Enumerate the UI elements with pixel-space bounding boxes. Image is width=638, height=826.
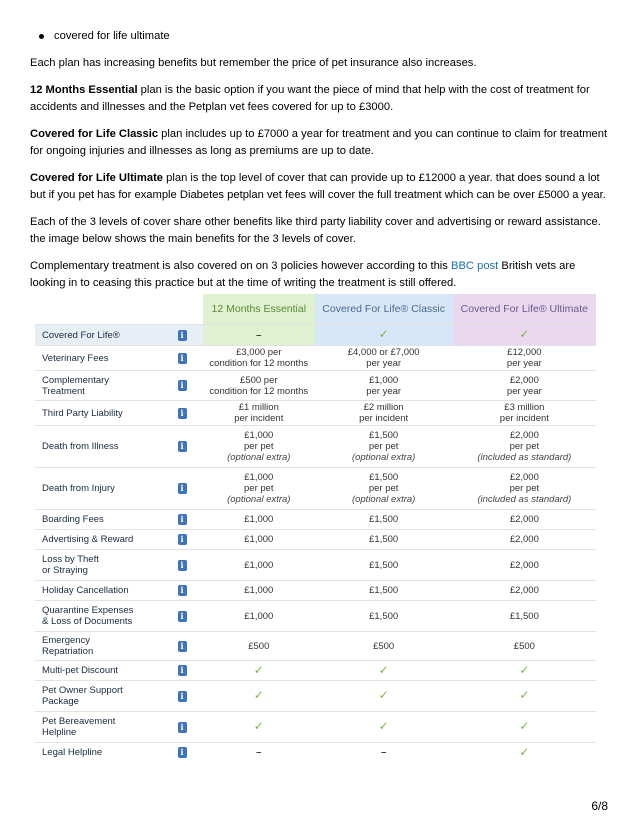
cell-ultimate: £1,500 [453,601,596,632]
plan-name-essential: 12 Months Essential [30,84,138,96]
complementary-text-after: British vets are looking in to ceasing this practice but at the time of writing the treatment is still offered. [30,260,576,289]
table-row [35,530,596,550]
info-icon[interactable]: i [178,611,187,622]
check-icon: ✓ [253,688,264,702]
check-icon: ✓ [378,662,389,677]
check-icon: ✓ [378,688,389,702]
info-icon[interactable]: i [178,330,187,341]
cell-essential: £500 per condition for 12 months [203,371,315,401]
info-cell [161,712,203,743]
table-row [35,661,596,681]
cell-classic: £500 [315,632,453,661]
info-icon[interactable]: i [178,585,187,596]
cell-classic: £2 million per incident [315,401,453,426]
row-label: Emergency Repatriation [35,632,161,661]
plan-desc-classic: plan includes up to £7000 a year for treatment and you can continue to claim for treatment for ongoing injuries and illnesses as long as premiums are up to date. [30,128,608,157]
check-icon: ✓ [519,688,530,702]
info-cell [161,743,203,763]
row-label: Veterinary Fees [35,346,161,371]
info-cell [161,661,203,681]
info-cell [161,371,203,401]
info-icon[interactable]: i [178,747,187,758]
table-row [35,325,596,346]
info-cell [161,510,203,530]
info-cell [161,426,203,468]
info-icon[interactable]: i [178,408,187,419]
cell-ultimate [453,712,596,743]
cell-essential: £1 million per incident [203,401,315,426]
dash-icon: – [381,747,387,759]
cell-classic: £1,500 [315,581,453,601]
cell-essential: £3,000 per condition for 12 months [203,346,315,371]
cell-essential: £1,000 [203,550,315,581]
cell-classic [315,712,453,743]
cell-classic: £1,500 per pet (optional extra) [315,426,453,468]
cell-essential: £1,000 [203,530,315,550]
info-icon[interactable]: i [178,665,187,676]
table-row [35,346,596,371]
bullet-item: covered for life ultimate [30,28,608,45]
row-label: Covered For Life® [35,325,161,346]
benefits-comparison-table-image [35,294,596,778]
dash-icon: – [256,329,262,341]
table-row [35,468,596,510]
row-label: Complementary Treatment [35,371,161,401]
row-label: Quarantine Expenses & Loss of Documents [35,601,161,632]
info-cell [161,468,203,510]
row-label: Third Party Liability [35,401,161,426]
row-label: Pet Bereavement Helpline [35,712,161,743]
info-cell [161,530,203,550]
cell-ultimate: £2,000 per pet (included as standard) [453,426,596,468]
cell-ultimate [453,681,596,712]
table-row [35,550,596,581]
cell-ultimate [453,743,596,763]
cell-classic [315,681,453,712]
cell-classic: £1,500 per pet (optional extra) [315,468,453,510]
info-cell [161,581,203,601]
cell-classic [315,661,453,681]
header-classic: Covered For Life® Classic [315,294,453,325]
cell-classic: £1,500 [315,550,453,581]
cell-essential: £1,000 [203,601,315,632]
row-label: Death from Injury [35,468,161,510]
info-icon[interactable]: i [178,560,187,571]
info-cell [161,681,203,712]
row-label: Pet Owner Support Package [35,681,161,712]
header-spacer-info [161,294,203,325]
cell-ultimate: £12,000 per year [453,346,596,371]
cell-essential [203,661,315,681]
cell-classic [315,743,453,763]
row-label: Multi-pet Discount [35,661,161,681]
check-icon: ✓ [378,719,389,733]
table-row [35,426,596,468]
cell-essential: £500 [203,632,315,661]
cell-essential [203,743,315,763]
table-row [35,681,596,712]
info-cell [161,632,203,661]
complementary-text-before: Complementary treatment is also covered on on 3 policies however according to this [30,260,451,272]
info-icon[interactable]: i [178,353,187,364]
check-icon: ✓ [253,719,264,733]
cell-classic: £1,500 [315,530,453,550]
plan-desc-ultimate: plan is the top level of cover that can provide up to £12000 a year. that does sound a lot but if you pet has for example Diabetes petplan vet fees will cover the full treatment which can be over £5000 a year. [30,172,606,201]
header-essential: 12 Months Essential [203,294,315,325]
cell-ultimate: £2,000 [453,550,596,581]
table-row [35,581,596,601]
row-label: Advertising & Reward [35,530,161,550]
info-icon[interactable]: i [178,483,187,494]
table-row [35,601,596,632]
check-icon: ✓ [378,327,389,341]
table-header-row [35,294,596,325]
plan-name-ultimate: Covered for Life Ultimate [30,172,164,184]
cell-ultimate: £2,000 [453,581,596,601]
info-cell [161,601,203,632]
cell-essential [203,325,315,346]
info-icon[interactable]: i [178,722,187,733]
cell-classic: £1,500 [315,510,453,530]
paragraph-ultimate [30,170,608,204]
page-number: 6/8 [591,799,608,813]
check-icon: ✓ [519,744,530,759]
info-icon[interactable]: i [178,441,187,452]
paragraph-intro: Each plan has increasing benefits but remember the price of pet insurance also increases. [30,57,477,69]
info-icon[interactable]: i [178,514,187,525]
check-icon: ✓ [519,662,530,677]
paragraph-shared-benefits: Each of the 3 levels of cover share other benefits like third party liability cover and advertising or reward assistance. the image below shows the main benefits for the 3 levels of cover. [30,216,601,245]
plan-name-classic: Covered for Life Classic [30,128,159,140]
info-icon[interactable]: i [178,380,187,391]
info-cell [161,325,203,346]
check-icon: ✓ [253,662,264,677]
info-icon[interactable]: i [178,691,187,702]
check-icon: ✓ [519,719,530,733]
cell-essential: £1,000 per pet (optional extra) [203,468,315,510]
cell-essential: £1,000 [203,510,315,530]
row-label: Legal Helpline [35,743,161,763]
cell-ultimate: £2,000 per year [453,371,596,401]
header-spacer [35,294,161,325]
cell-essential [203,712,315,743]
plan-desc-essential: plan is the basic option if you want the piece of mind that help with the cost of treatment for accidents and illnesses and the Petplan vet fees covered for up to £3000. [30,84,590,113]
document-body [30,28,608,302]
benefits-table [35,294,596,763]
cell-classic: £1,000 per year [315,371,453,401]
cell-essential: £1,000 per pet (optional extra) [203,426,315,468]
cell-ultimate: £2,000 [453,530,596,550]
info-cell [161,550,203,581]
row-label: Boarding Fees [35,510,161,530]
header-ultimate: Covered For Life® Ultimate [453,294,596,325]
cell-ultimate: £3 million per incident [453,401,596,426]
dash-icon: – [256,747,262,759]
check-icon: ✓ [519,327,530,341]
table-row [35,510,596,530]
cell-ultimate: £2,000 [453,510,596,530]
paragraph-essential [30,82,608,116]
cell-ultimate: £2,000 per pet (included as standard) [453,468,596,510]
row-label: Death from Illness [35,426,161,468]
cell-classic [315,325,453,346]
paragraph-complementary [30,258,608,292]
cell-classic: £1,500 [315,601,453,632]
info-icon[interactable]: i [178,641,187,652]
info-cell [161,401,203,426]
info-icon[interactable]: i [178,534,187,545]
cell-essential: £1,000 [203,581,315,601]
table-row [35,401,596,426]
table-row [35,743,596,763]
cell-ultimate: £500 [453,632,596,661]
table-row [35,632,596,661]
info-cell [161,346,203,371]
bbc-post-link[interactable]: BBC post [450,260,499,272]
paragraph-classic [30,126,608,160]
table-row [35,712,596,743]
row-label: Loss by Theft or Straying [35,550,161,581]
table-body [35,325,596,763]
cell-classic: £4,000 or £7,000 per year [315,346,453,371]
cell-ultimate [453,325,596,346]
row-label: Holiday Cancellation [35,581,161,601]
cell-essential [203,681,315,712]
table-row [35,371,596,401]
cell-ultimate [453,661,596,681]
